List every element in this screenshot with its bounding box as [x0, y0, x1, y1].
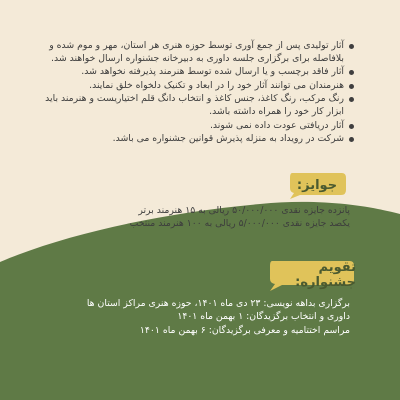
rule-item: هنرمندان می توانند آثار خود را در ابعاد و تکنیک دلخواه خلق نمایند.: [30, 80, 356, 93]
rule-item: شرکت در رویداد به منزله پذیرش قوانین جشنواره می باشد.: [30, 133, 356, 146]
rule-item: آثار دریافتی عودت داده نمی شوند.: [30, 120, 356, 133]
prizes-title: جوایز:: [296, 177, 338, 193]
schedule-line: مراسم اختتامیه و معرفی برگزیدگان: ۶ بهمن ماه ۱۴۰۱: [139, 324, 350, 336]
schedule-title: تقویم جشنواره:: [295, 260, 356, 290]
schedule-line: برگزاری بداهه نویسی: ۲۳ دی ماه ۱۴۰۱، حوزه هنری مراکز استان ها: [86, 298, 350, 309]
prize-line: پانزده جایزه نقدی ۵۰/۰۰۰/۰۰۰ ریالی به ۱۵ هنرمند برتر: [138, 205, 350, 216]
rule-item: آثار فاقد برچسب و یا ارسال شده توسط هنرمند پذیرفته نخواهد شد.: [30, 66, 356, 79]
schedule-line: داوری و انتخاب برگزیدگان: ۱ بهمن ماه ۱۴۰۱: [177, 311, 350, 323]
prizes-heading-badge: [286, 170, 348, 200]
prize-line: یکصد جایزه نقدی ۵/۰۰۰/۰۰۰ ریالی به ۱۰۰ هنرمند منتخب: [129, 217, 350, 229]
schedule-list: [40, 297, 350, 337]
rules-list: [30, 40, 356, 147]
rule-item: رنگ مرکب، رنگ کاغذ، جنس کاغذ و انتخاب دانگ قلم اختیاریست و هنرمند باید ابزار کار خود را همراه داشته باشد.: [30, 93, 356, 118]
schedule-heading-badge: [266, 258, 356, 292]
rule-item: آثار تولیدی پس از جمع آوری توسط حوزه هنری هر استان، مهر و موم شده و بلافاصله برای برگزاری جلسه داوری به دبیرخانه جشنواره ارسال خواهند شد.: [30, 40, 356, 65]
prizes-list: [50, 205, 350, 230]
